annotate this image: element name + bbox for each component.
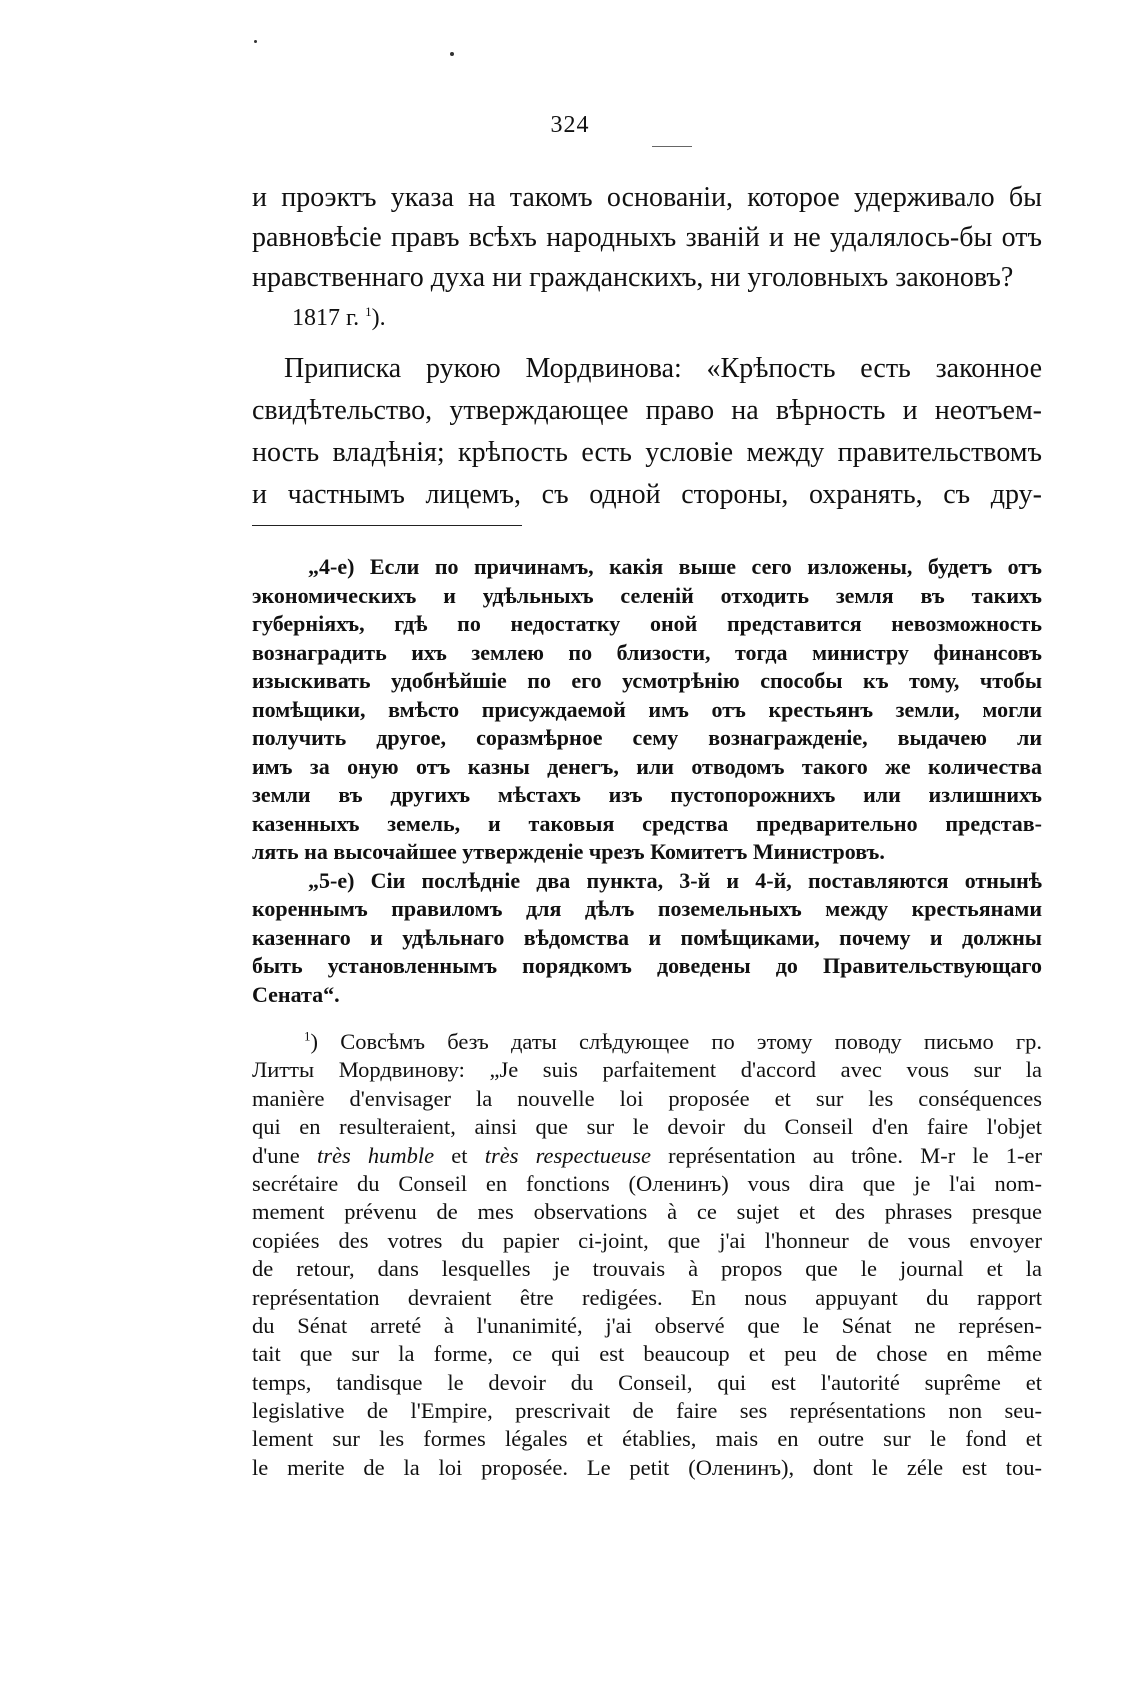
footnote-line: казеннаго и удѣльнаго вѣдомства и помѣщиками, почему и должны xyxy=(252,924,1042,950)
footnote-line: быть установленнымъ порядкомъ доведены до Правительствующаго xyxy=(252,953,1042,978)
footnote-line: вознаградить ихъ землею по близости, тогда министру финансовъ xyxy=(252,639,1042,665)
page-number: 324 xyxy=(550,112,590,138)
note-line: legislative de l'Empire, prescrivait de faire ses représentations non seu- xyxy=(252,1398,1042,1424)
footnote-marker: 1 xyxy=(365,304,372,319)
text-line: ность владѣнія; крѣпость есть условіе между правительствомъ xyxy=(252,437,1042,468)
date-line xyxy=(252,298,1042,338)
note-text: M-r le 1-er xyxy=(920,1142,1042,1168)
main-paragraph xyxy=(252,178,1042,338)
scan-speck xyxy=(254,40,257,43)
note-text: et xyxy=(434,1142,485,1168)
note-line: mement prévenu de mes observations à ce sujet et des phrases presque xyxy=(252,1199,1042,1225)
date: 1817 г. xyxy=(292,305,360,331)
note-line: copiées des votres du papier ci-joint, que j'ai l'honneur de vous envoyer xyxy=(252,1227,1042,1253)
footnote-line: губерніяхъ, гдѣ по недостатку оной представится невозможность xyxy=(252,611,1042,636)
footnote-line: имъ за оную отъ казны денегъ, или отводомъ такого же количества xyxy=(252,753,1042,779)
footnote-divider xyxy=(252,525,522,526)
text-line: свидѣтельство, утверждающее право на вѣрность и неотъем- xyxy=(252,395,1042,426)
note-line xyxy=(252,1142,1042,1170)
text-line: и проэктъ указа на такомъ основаніи, которое удерживало бы xyxy=(252,182,1042,213)
scan-speck xyxy=(450,52,454,56)
italic-phrase: très humble xyxy=(316,1142,435,1168)
text-line: Приписка рукою Мордвинова: «Крѣпость есть законное xyxy=(284,353,1042,384)
note-line: temps, tandisque le devoir du Conseil, qui est l'autorité suprême et xyxy=(252,1369,1042,1395)
footnote-line: казенныхъ земель, и таковыя средства предварительно представ- xyxy=(252,810,1042,836)
footnote-one xyxy=(252,1028,1042,1482)
note-line: Литты Мордвинову: „Je suis parfaitement d'accord avec vous sur la xyxy=(252,1057,1042,1083)
page-number-rule xyxy=(652,146,692,147)
footnote-line: „4-е) Если по причинамъ, какія выше сего изложены, будетъ отъ xyxy=(308,554,1042,579)
note-line: représentation devraient être redigées. En nous appuyant du rapport xyxy=(252,1284,1042,1310)
footnote-line: лять на высочайшее утвержденіе чрезъ Комитетъ Министровъ. xyxy=(252,839,885,864)
note-line: qui en resulteraient, ainsi que sur le devoir du Conseil d'en faire l'objet xyxy=(252,1114,1042,1140)
footnote-line: „5-е) Сіи послѣдніе два пункта, 3-й и 4-й, поставляются отнынѣ xyxy=(308,867,1042,893)
note-line: le merite de la loi proposée. Le petit (Оленинъ), dont le zéle est tou- xyxy=(252,1454,1042,1480)
footnote-line: Сената“. xyxy=(252,981,340,1007)
footnote-line: изыскивать удобнѣйшіе по его усмотрѣнію способы къ тому, чтобы xyxy=(252,668,1042,693)
footnote-marker: 1 xyxy=(304,1028,311,1044)
text-line: нравственнаго духа ни гражданскихъ, ни уголовныхъ законовъ? xyxy=(252,262,1014,293)
second-paragraph xyxy=(252,348,1042,516)
note-line: manière d'envisager la nouvelle loi proposée et sur les conséquences xyxy=(252,1085,1042,1111)
date-tail: ). xyxy=(371,305,386,331)
footnote-line: кореннымъ правиломъ для дѣлъ поземельныхъ между крестьянами xyxy=(252,896,1042,921)
note-line-text: ) Совсѣмъ безъ даты слѣдующее по этому поводу письмо гр. xyxy=(310,1029,1042,1054)
italic-phrase: très respectueuse xyxy=(484,1142,651,1168)
note-line: tait que sur la forme, ce qui est beaucoup et peu de chose en même xyxy=(252,1341,1042,1367)
note-line: secrétaire du Conseil en fonctions (Оленинъ) vous dira que je l'ai nom- xyxy=(252,1170,1042,1196)
note-line: de retour, dans lesquelles je trouvais à propos que le journal et la xyxy=(252,1256,1042,1282)
footnote-line: земли въ другихъ мѣстахъ изъ пустопорожнихъ или излишнихъ xyxy=(252,782,1042,807)
note-line xyxy=(252,1028,1042,1056)
footnote-line: получить другое, соразмѣрное сему вознагражденіе, выдачею ли xyxy=(252,725,1042,750)
note-text: d'une xyxy=(252,1142,317,1168)
note-text: représentation au trône. xyxy=(651,1142,921,1168)
note-line: lement sur les formes légales et établies, mais en outre sur le fond et xyxy=(252,1426,1042,1452)
footnote-line: помѣщики, вмѣсто присуждаемой имъ отъ крестьянъ земли, могли xyxy=(252,696,1042,722)
footnote-quote xyxy=(252,553,1042,1009)
footnote-line: экономическихъ и удѣльныхъ селеній отходить земля въ такихъ xyxy=(252,582,1042,608)
note-line: du Sénat arreté à l'unanimité, j'ai observé que le Sénat ne représen- xyxy=(252,1312,1042,1338)
text-line: равновѣсіе правъ всѣхъ народныхъ званій и не удалялось-бы отъ xyxy=(252,222,1042,253)
text-line: и частнымъ лицемъ, съ одной стороны, охранять, съ дру- xyxy=(252,479,1042,510)
